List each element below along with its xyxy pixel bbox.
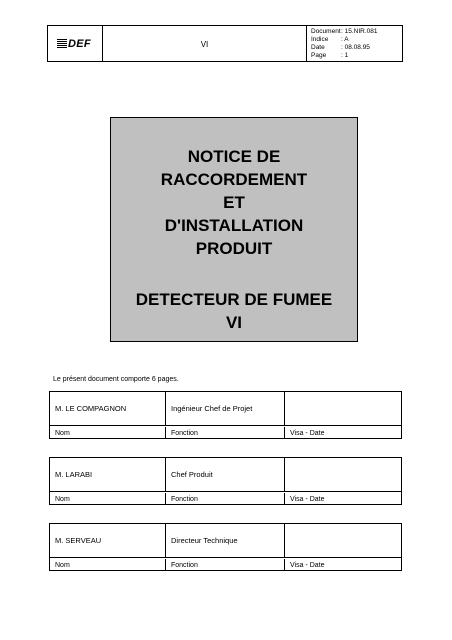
title-block	[110, 117, 358, 342]
document-subtitle: DETECTEUR DE FUMEE VI	[135, 290, 333, 332]
label-name: Nom	[50, 427, 166, 438]
label-function: Fonction	[166, 427, 285, 438]
signature-table	[49, 523, 402, 571]
signature-visa-cell	[285, 458, 401, 492]
label-function: Fonction	[166, 493, 285, 504]
signature-name-cell: M. LARABI	[50, 458, 166, 492]
meta-date: Date : 08.08.95	[311, 44, 370, 51]
logo-mark-icon	[57, 39, 67, 48]
signature-table	[49, 391, 402, 439]
document-meta	[311, 28, 378, 60]
signature-name-cell: M. LE COMPAGNON	[50, 392, 166, 426]
signature-function-cell: Directeur Technique	[166, 524, 285, 558]
product-code: VI	[200, 40, 209, 49]
logo-text: DEF	[68, 38, 91, 50]
signature-function-cell: Ingénieur Chef de Projet	[166, 392, 285, 426]
label-visa: Visa - Date	[290, 496, 325, 503]
label-name: Nom	[50, 493, 166, 504]
header-logo-cell	[47, 25, 103, 62]
pages-note: Le présent document comporte 6 pages.	[53, 376, 179, 383]
meta-page: Page : 1	[311, 52, 349, 59]
signature-visa-cell	[285, 524, 401, 558]
label-name: Nom	[50, 559, 166, 570]
document-title: NOTICE DE RACCORDEMENT ET D'INSTALLATION PRODUIT	[160, 147, 308, 258]
meta-document: Document : 15.NIR.081	[311, 28, 378, 35]
company-logo	[57, 38, 91, 50]
signature-function-cell: Chef Produit	[166, 458, 285, 492]
meta-indice: Indice : A	[311, 36, 349, 43]
header-meta-cell	[307, 25, 403, 62]
signature-visa-cell	[285, 392, 401, 426]
header-product-cell	[103, 25, 307, 62]
signature-name-cell: M. SERVEAU	[50, 524, 166, 558]
signature-table	[49, 457, 402, 505]
label-visa: Visa - Date	[290, 430, 325, 437]
label-function: Fonction	[166, 559, 285, 570]
label-visa: Visa - Date	[290, 562, 325, 569]
